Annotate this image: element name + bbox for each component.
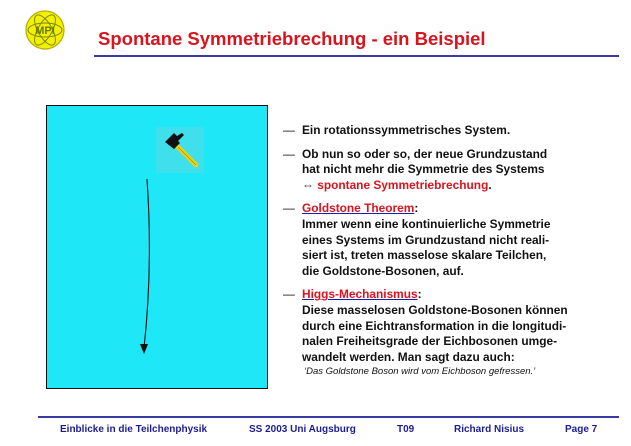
- goldstone-theorem-link[interactable]: Goldstone Theorem: [302, 201, 415, 216]
- footer-term: SS 2003 Uni Augsburg: [249, 424, 356, 435]
- highlight-term: spontane Symmetriebrechung: [317, 177, 489, 192]
- heading-colon: :: [417, 287, 422, 302]
- bullet-text: Ein rotationssymmetrisches System.: [302, 123, 511, 137]
- bullet-line: hat nicht mehr die Symmetrie des Systems: [302, 162, 545, 177]
- bullet-item-ground-state: [283, 147, 628, 194]
- bullet-line: nalen Freiheitsgrade der Eichbosonen umge-: [302, 334, 558, 349]
- bullet-item-system: [283, 123, 628, 139]
- bullet-dash: —: [283, 201, 295, 216]
- bullet-line: eines Systems im Grundzustand nicht reali-: [302, 232, 550, 247]
- bullet-dash: —: [283, 287, 295, 302]
- title-divider: [94, 55, 619, 57]
- bullet-dash: —: [283, 146, 295, 161]
- heading-colon: :: [414, 201, 419, 216]
- bullet-line: siert ist, treten masselose skalare Teilchen,: [302, 248, 547, 263]
- logo-text: MPI: [35, 25, 55, 37]
- bullet-line: die Goldstone-Bosonen, auf.: [302, 263, 464, 278]
- path-arrow: [47, 106, 267, 388]
- bullet-line: wandelt werden. Man sagt dazu auch:: [302, 349, 515, 364]
- quote-text: ‘Das Goldstone Boson wird vom Eichboson gefressen.’: [304, 366, 536, 378]
- bullet-list: [283, 123, 628, 387]
- bullet-line: Diese masselosen Goldstone-Bosonen können: [302, 302, 568, 317]
- mpi-logo: [24, 9, 66, 51]
- bullet-line: Immer wenn eine kontinuierliche Symmetrie: [302, 216, 551, 231]
- equivalence-arrow-icon: ⇔: [302, 177, 314, 192]
- bullet-item-higgs: [283, 287, 628, 379]
- page-title: Spontane Symmetriebrechung - ein Beispiel: [98, 28, 486, 49]
- higgs-mechanism-link[interactable]: Higgs-Mechanismus: [302, 287, 418, 302]
- illustration-panel: [46, 105, 268, 389]
- bullet-dash: —: [283, 123, 295, 137]
- footer-author: Richard Nisius: [454, 424, 525, 435]
- bullet-item-goldstone: [283, 201, 628, 279]
- footer-divider: [38, 416, 619, 418]
- bullet-line-conclusion: [302, 178, 628, 194]
- bullet-line: Ob nun so oder so, der neue Grundzustand: [302, 146, 548, 161]
- footer-page-number: Page 7: [565, 424, 598, 435]
- footer-course: Einblicke in die Teilchenphysik: [60, 424, 208, 435]
- footer-code: T09: [397, 424, 415, 435]
- bullet-line: durch eine Eichtransformation in die longitudi-: [302, 318, 567, 333]
- sentence-end: .: [488, 177, 492, 192]
